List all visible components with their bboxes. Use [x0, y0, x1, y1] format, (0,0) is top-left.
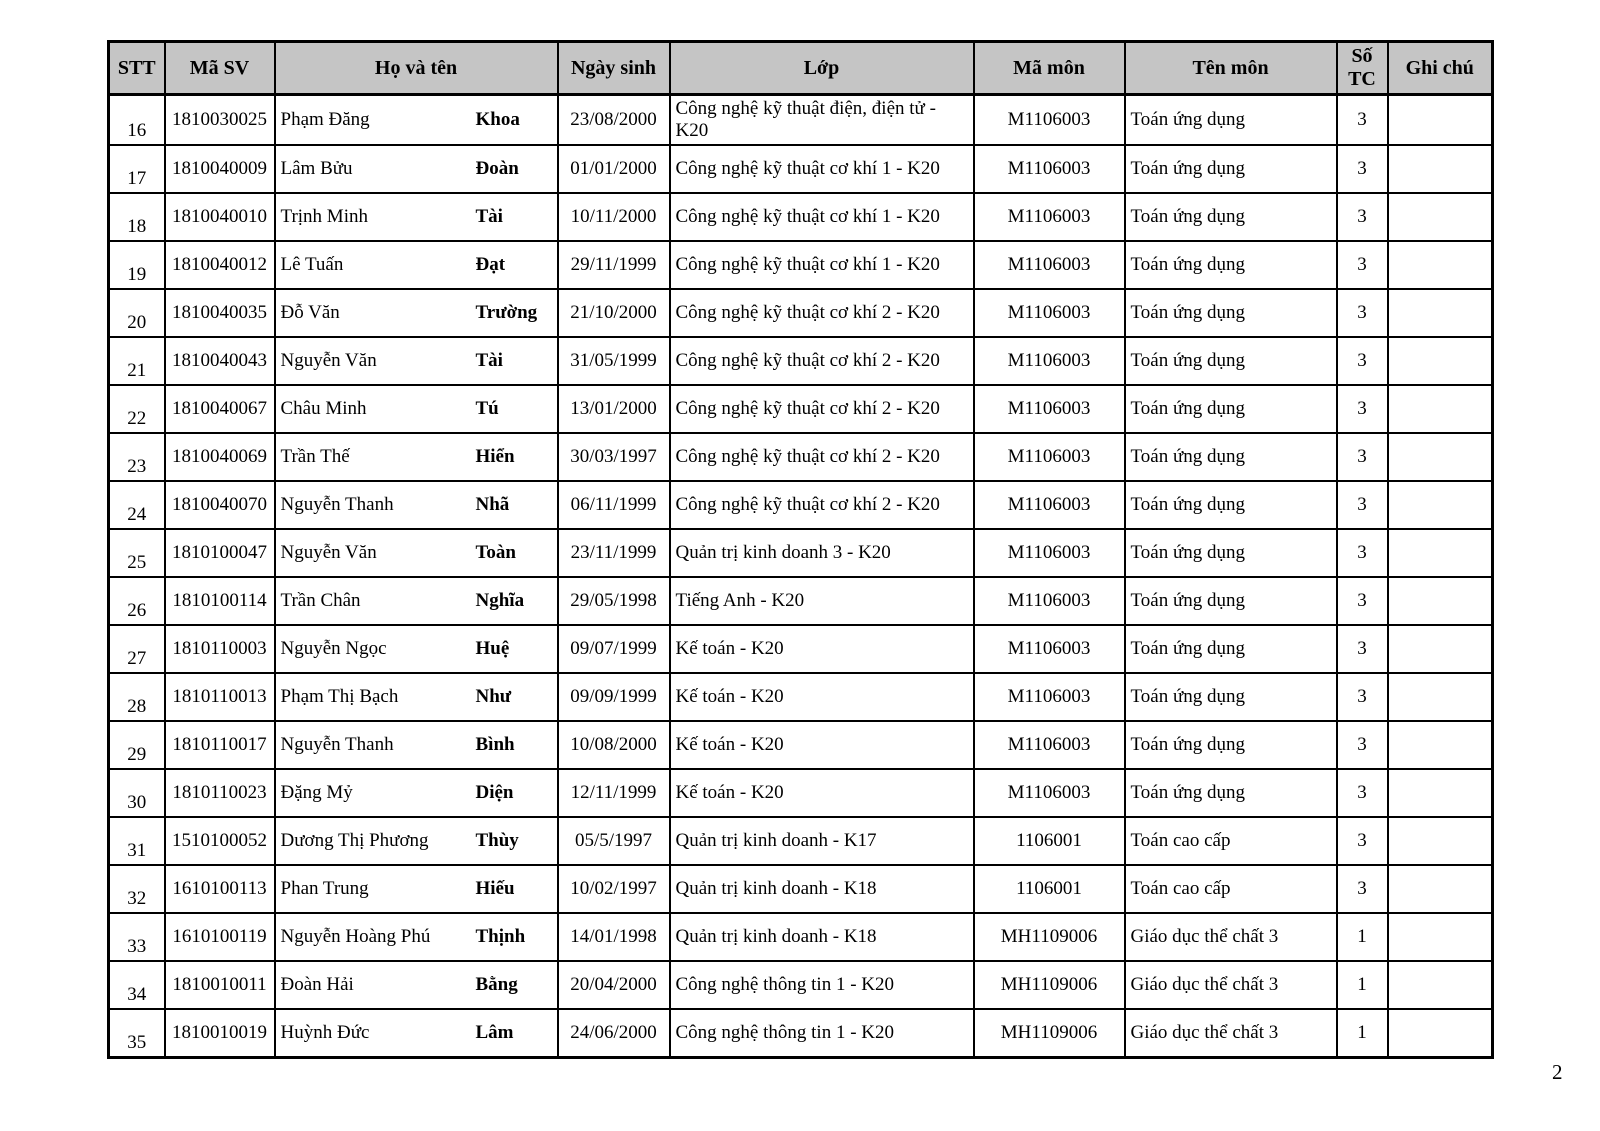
cell-ten-mon: Toán ứng dụng — [1125, 769, 1337, 817]
given-name: Huệ — [475, 638, 510, 659]
cell-stt: 19 — [109, 241, 165, 289]
cell-ma-sv: 1810010019 — [165, 1009, 275, 1057]
cell-ma-mon: MH1109006 — [974, 961, 1125, 1009]
cell-ten-mon: Toán ứng dụng — [1125, 193, 1337, 241]
cell-ten-mon: Toán ứng dụng — [1125, 481, 1337, 529]
given-name: Hiển — [475, 446, 515, 467]
cell-ma-mon: M1106003 — [974, 673, 1125, 721]
family-middle-name: Trần Thế — [280, 446, 350, 467]
cell-so-tc: 3 — [1337, 529, 1388, 577]
given-name: Thịnh — [475, 926, 526, 947]
table-row — [109, 673, 1493, 721]
cell-lop: Quản trị kinh doanh - K18 — [670, 913, 974, 961]
cell-ghi-chu — [1388, 961, 1493, 1009]
family-middle-name: Nguyễn Thanh — [280, 494, 394, 515]
given-name: Lâm — [475, 1021, 514, 1043]
cell-lop: Công nghệ kỹ thuật cơ khí 2 - K20 — [670, 385, 974, 433]
cell-ma-mon: M1106003 — [974, 337, 1125, 385]
family-middle-name: Nguyễn Văn — [280, 542, 377, 563]
cell-ngay-sinh: 10/11/2000 — [558, 193, 670, 241]
cell-ten-mon: Giáo dục thể chất 3 — [1125, 1009, 1337, 1057]
table-row — [109, 769, 1493, 817]
cell-lop: Công nghệ kỹ thuật cơ khí 2 - K20 — [670, 481, 974, 529]
cell-ma-mon: 1106001 — [974, 865, 1125, 913]
cell-lop: Công nghệ kỹ thuật cơ khí 2 - K20 — [670, 433, 974, 481]
cell-stt: 32 — [109, 865, 165, 913]
cell-so-tc: 3 — [1337, 95, 1388, 146]
cell-ngay-sinh: 09/09/1999 — [558, 673, 670, 721]
family-middle-name: Nguyễn Văn — [280, 350, 377, 371]
cell-ho-va-ten — [275, 95, 558, 146]
cell-ma-sv: 1810030025 — [165, 95, 275, 146]
cell-ngay-sinh: 06/11/1999 — [558, 481, 670, 529]
cell-ghi-chu — [1388, 95, 1493, 146]
table-row — [109, 145, 1493, 193]
cell-ma-sv: 1610100119 — [165, 913, 275, 961]
family-middle-name: Nguyễn Ngọc — [280, 638, 387, 659]
table-row — [109, 481, 1493, 529]
cell-stt: 16 — [109, 95, 165, 146]
family-middle-name: Đoàn Hải — [280, 974, 354, 995]
table-row — [109, 577, 1493, 625]
cell-ten-mon: Toán ứng dụng — [1125, 577, 1337, 625]
family-middle-name: Huỳnh Đức — [280, 1021, 370, 1043]
cell-stt: 24 — [109, 481, 165, 529]
table-row — [109, 433, 1493, 481]
cell-ghi-chu — [1388, 1009, 1493, 1057]
cell-ghi-chu — [1388, 529, 1493, 577]
header-ghi-chu: Ghi chú — [1388, 42, 1493, 95]
family-middle-name: Lê Tuấn — [280, 254, 344, 275]
cell-ho-va-ten — [275, 913, 558, 961]
cell-ghi-chu — [1388, 289, 1493, 337]
cell-ho-va-ten — [275, 289, 558, 337]
cell-ma-mon: M1106003 — [974, 433, 1125, 481]
cell-lop: Kế toán - K20 — [670, 673, 974, 721]
cell-lop: Tiếng Anh - K20 — [670, 577, 974, 625]
cell-ho-va-ten — [275, 721, 558, 769]
cell-stt: 21 — [109, 337, 165, 385]
cell-so-tc: 1 — [1337, 1009, 1388, 1057]
cell-ngay-sinh: 23/11/1999 — [558, 529, 670, 577]
header-ho-va-ten: Họ và tên — [275, 42, 558, 95]
cell-ghi-chu — [1388, 913, 1493, 961]
given-name: Diện — [475, 782, 514, 803]
cell-stt: 30 — [109, 769, 165, 817]
cell-ma-mon: MH1109006 — [974, 913, 1125, 961]
cell-ho-va-ten — [275, 241, 558, 289]
cell-stt: 25 — [109, 529, 165, 577]
cell-ho-va-ten — [275, 577, 558, 625]
family-middle-name: Đỗ Văn — [280, 302, 340, 323]
cell-ghi-chu — [1388, 577, 1493, 625]
cell-ten-mon: Toán ứng dụng — [1125, 337, 1337, 385]
cell-ten-mon: Toán ứng dụng — [1125, 673, 1337, 721]
cell-ma-mon: M1106003 — [974, 721, 1125, 769]
cell-ngay-sinh: 14/01/1998 — [558, 913, 670, 961]
cell-stt: 28 — [109, 673, 165, 721]
cell-ghi-chu — [1388, 433, 1493, 481]
cell-ma-sv: 1810010011 — [165, 961, 275, 1009]
cell-lop: Kế toán - K20 — [670, 721, 974, 769]
cell-so-tc: 3 — [1337, 577, 1388, 625]
given-name: Đạt — [475, 254, 506, 275]
cell-stt: 26 — [109, 577, 165, 625]
cell-ten-mon: Toán ứng dụng — [1125, 625, 1337, 673]
cell-stt: 18 — [109, 193, 165, 241]
cell-ngay-sinh: 10/02/1997 — [558, 865, 670, 913]
cell-lop: Quản trị kinh doanh 3 - K20 — [670, 529, 974, 577]
cell-so-tc: 3 — [1337, 193, 1388, 241]
cell-ma-mon: 1106001 — [974, 817, 1125, 865]
cell-so-tc: 3 — [1337, 721, 1388, 769]
cell-ho-va-ten — [275, 625, 558, 673]
cell-so-tc: 3 — [1337, 337, 1388, 385]
cell-ten-mon: Toán ứng dụng — [1125, 529, 1337, 577]
cell-ho-va-ten — [275, 769, 558, 817]
cell-stt: 23 — [109, 433, 165, 481]
header-ma-mon: Mã môn — [974, 42, 1125, 95]
cell-ma-mon: M1106003 — [974, 145, 1125, 193]
cell-ho-va-ten — [275, 193, 558, 241]
header-stt: STT — [109, 42, 165, 95]
cell-ma-sv: 1810110023 — [165, 769, 275, 817]
cell-lop: Công nghệ kỹ thuật cơ khí 2 - K20 — [670, 289, 974, 337]
cell-ten-mon: Toán ứng dụng — [1125, 433, 1337, 481]
family-middle-name: Nguyễn Thanh — [280, 734, 394, 755]
cell-so-tc: 1 — [1337, 913, 1388, 961]
cell-ma-sv: 1810040069 — [165, 433, 275, 481]
cell-ma-sv: 1810040009 — [165, 145, 275, 193]
table-row — [109, 529, 1493, 577]
cell-ghi-chu — [1388, 625, 1493, 673]
cell-ten-mon: Toán ứng dụng — [1125, 95, 1337, 146]
cell-so-tc: 3 — [1337, 625, 1388, 673]
cell-so-tc: 3 — [1337, 865, 1388, 913]
header-ma-sv: Mã SV — [165, 42, 275, 95]
given-name: Hiếu — [475, 878, 515, 899]
table-row — [109, 721, 1493, 769]
cell-ngay-sinh: 31/05/1999 — [558, 337, 670, 385]
cell-so-tc: 3 — [1337, 769, 1388, 817]
family-middle-name: Phạm Đăng — [280, 109, 370, 130]
family-middle-name: Phan Trung — [280, 878, 369, 899]
cell-lop: Công nghệ kỹ thuật cơ khí 1 - K20 — [670, 241, 974, 289]
cell-ten-mon: Giáo dục thể chất 3 — [1125, 961, 1337, 1009]
page-number: 2 — [1552, 1060, 1563, 1084]
table-row — [109, 385, 1493, 433]
cell-ghi-chu — [1388, 241, 1493, 289]
cell-stt: 22 — [109, 385, 165, 433]
cell-ghi-chu — [1388, 769, 1493, 817]
given-name: Tài — [475, 350, 503, 371]
given-name: Như — [475, 686, 512, 707]
cell-ma-mon: M1106003 — [974, 481, 1125, 529]
given-name: Nghĩa — [475, 590, 525, 611]
cell-ma-sv: 1810110013 — [165, 673, 275, 721]
cell-ma-sv: 1810040035 — [165, 289, 275, 337]
cell-ma-mon: M1106003 — [974, 385, 1125, 433]
cell-ten-mon: Toán ứng dụng — [1125, 145, 1337, 193]
cell-ghi-chu — [1388, 865, 1493, 913]
table-row — [109, 193, 1493, 241]
family-middle-name: Lâm Bửu — [280, 158, 353, 179]
cell-ho-va-ten — [275, 337, 558, 385]
cell-lop: Kế toán - K20 — [670, 625, 974, 673]
cell-ma-sv: 1810100114 — [165, 577, 275, 625]
cell-ten-mon: Toán cao cấp — [1125, 817, 1337, 865]
cell-ghi-chu — [1388, 337, 1493, 385]
header-ten-mon: Tên môn — [1125, 42, 1337, 95]
cell-so-tc: 3 — [1337, 289, 1388, 337]
cell-ghi-chu — [1388, 721, 1493, 769]
cell-lop: Công nghệ kỹ thuật cơ khí 1 - K20 — [670, 145, 974, 193]
family-middle-name: Phạm Thị Bạch — [280, 686, 399, 707]
cell-stt: 33 — [109, 913, 165, 961]
cell-ma-sv: 1810040067 — [165, 385, 275, 433]
cell-ngay-sinh: 21/10/2000 — [558, 289, 670, 337]
family-middle-name: Dương Thị Phương — [280, 830, 429, 851]
cell-ma-mon: M1106003 — [974, 241, 1125, 289]
cell-so-tc: 3 — [1337, 145, 1388, 193]
cell-ten-mon: Toán ứng dụng — [1125, 385, 1337, 433]
cell-ho-va-ten — [275, 529, 558, 577]
cell-ghi-chu — [1388, 145, 1493, 193]
cell-ma-sv: 1810040043 — [165, 337, 275, 385]
cell-ho-va-ten — [275, 673, 558, 721]
cell-lop: Công nghệ kỹ thuật điện, điện tử - K20 — [670, 95, 974, 146]
cell-lop: Công nghệ thông tin 1 - K20 — [670, 1009, 974, 1057]
family-middle-name: Nguyễn Hoàng Phú — [280, 926, 431, 947]
cell-ma-sv: 1810040012 — [165, 241, 275, 289]
cell-stt: 35 — [109, 1009, 165, 1057]
cell-stt: 27 — [109, 625, 165, 673]
header-lop: Lớp — [670, 42, 974, 95]
cell-so-tc: 1 — [1337, 961, 1388, 1009]
cell-ten-mon: Toán ứng dụng — [1125, 289, 1337, 337]
cell-lop: Công nghệ thông tin 1 - K20 — [670, 961, 974, 1009]
cell-ma-sv: 1810040010 — [165, 193, 275, 241]
cell-lop: Công nghệ kỹ thuật cơ khí 1 - K20 — [670, 193, 974, 241]
cell-ho-va-ten — [275, 481, 558, 529]
student-table-body — [109, 95, 1493, 1058]
family-middle-name: Châu Minh — [280, 398, 367, 419]
cell-ngay-sinh: 13/01/2000 — [558, 385, 670, 433]
table-row — [109, 241, 1493, 289]
header-so-tc: Số TC — [1337, 42, 1388, 95]
table-row — [109, 337, 1493, 385]
cell-ho-va-ten — [275, 817, 558, 865]
cell-stt: 17 — [109, 145, 165, 193]
given-name: Bằng — [475, 974, 518, 995]
cell-ngay-sinh: 29/11/1999 — [558, 241, 670, 289]
cell-ngay-sinh: 24/06/2000 — [558, 1009, 670, 1057]
cell-ghi-chu — [1388, 673, 1493, 721]
cell-ma-mon: M1106003 — [974, 193, 1125, 241]
cell-lop: Quản trị kinh doanh - K18 — [670, 865, 974, 913]
cell-ngay-sinh: 09/07/1999 — [558, 625, 670, 673]
header-ngay-sinh: Ngày sinh — [558, 42, 670, 95]
cell-ngay-sinh: 05/5/1997 — [558, 817, 670, 865]
cell-ten-mon: Toán ứng dụng — [1125, 721, 1337, 769]
cell-lop: Kế toán - K20 — [670, 769, 974, 817]
cell-ghi-chu — [1388, 385, 1493, 433]
cell-ho-va-ten — [275, 865, 558, 913]
given-name: Thùy — [475, 830, 519, 851]
cell-so-tc: 3 — [1337, 817, 1388, 865]
cell-ngay-sinh: 30/03/1997 — [558, 433, 670, 481]
cell-ghi-chu — [1388, 193, 1493, 241]
cell-ngay-sinh: 23/08/2000 — [558, 95, 670, 146]
cell-so-tc: 3 — [1337, 385, 1388, 433]
cell-ghi-chu — [1388, 481, 1493, 529]
given-name: Tú — [475, 398, 499, 419]
cell-stt: 34 — [109, 961, 165, 1009]
cell-ghi-chu — [1388, 817, 1493, 865]
cell-ngay-sinh: 10/08/2000 — [558, 721, 670, 769]
table-row — [109, 95, 1493, 146]
cell-ma-mon: M1106003 — [974, 529, 1125, 577]
cell-ngay-sinh: 20/04/2000 — [558, 961, 670, 1009]
cell-ten-mon: Giáo dục thể chất 3 — [1125, 913, 1337, 961]
cell-ho-va-ten — [275, 433, 558, 481]
cell-ho-va-ten — [275, 145, 558, 193]
cell-ngay-sinh: 29/05/1998 — [558, 577, 670, 625]
given-name: Đoàn — [475, 158, 519, 179]
family-middle-name: Đặng Mỷ — [280, 782, 353, 803]
cell-ma-mon: M1106003 — [974, 289, 1125, 337]
table-row — [109, 865, 1493, 913]
cell-ho-va-ten — [275, 961, 558, 1009]
cell-ho-va-ten — [275, 1009, 558, 1057]
table-header-row — [109, 42, 1493, 95]
cell-ma-sv: 1510100052 — [165, 817, 275, 865]
cell-ho-va-ten — [275, 385, 558, 433]
cell-ma-mon: MH1109006 — [974, 1009, 1125, 1057]
cell-stt: 20 — [109, 289, 165, 337]
given-name: Khoa — [475, 109, 520, 130]
cell-lop: Quản trị kinh doanh - K17 — [670, 817, 974, 865]
given-name: Trường — [475, 302, 538, 323]
cell-so-tc: 3 — [1337, 241, 1388, 289]
family-middle-name: Trần Chân — [280, 590, 361, 611]
cell-stt: 29 — [109, 721, 165, 769]
table-row — [109, 625, 1493, 673]
table-row — [109, 1009, 1493, 1057]
cell-ma-sv: 1810040070 — [165, 481, 275, 529]
given-name: Toàn — [475, 542, 516, 563]
cell-so-tc: 3 — [1337, 433, 1388, 481]
table-row — [109, 961, 1493, 1009]
cell-lop: Công nghệ kỹ thuật cơ khí 2 - K20 — [670, 337, 974, 385]
given-name: Tài — [475, 206, 503, 227]
cell-ma-mon: M1106003 — [974, 577, 1125, 625]
cell-ma-sv: 1810110003 — [165, 625, 275, 673]
table-row — [109, 289, 1493, 337]
cell-ten-mon: Toán ứng dụng — [1125, 241, 1337, 289]
cell-so-tc: 3 — [1337, 673, 1388, 721]
table-row — [109, 817, 1493, 865]
cell-ngay-sinh: 12/11/1999 — [558, 769, 670, 817]
cell-ma-mon: M1106003 — [974, 625, 1125, 673]
cell-ten-mon: Toán cao cấp — [1125, 865, 1337, 913]
given-name: Bình — [475, 734, 515, 755]
cell-ma-sv: 1810110017 — [165, 721, 275, 769]
table-row — [109, 913, 1493, 961]
cell-so-tc: 3 — [1337, 481, 1388, 529]
cell-ma-sv: 1810100047 — [165, 529, 275, 577]
given-name: Nhã — [475, 494, 510, 515]
student-course-table — [107, 40, 1494, 1059]
cell-ma-mon: M1106003 — [974, 95, 1125, 146]
cell-stt: 31 — [109, 817, 165, 865]
cell-ma-mon: M1106003 — [974, 769, 1125, 817]
cell-ma-sv: 1610100113 — [165, 865, 275, 913]
cell-ngay-sinh: 01/01/2000 — [558, 145, 670, 193]
family-middle-name: Trịnh Minh — [280, 206, 368, 227]
